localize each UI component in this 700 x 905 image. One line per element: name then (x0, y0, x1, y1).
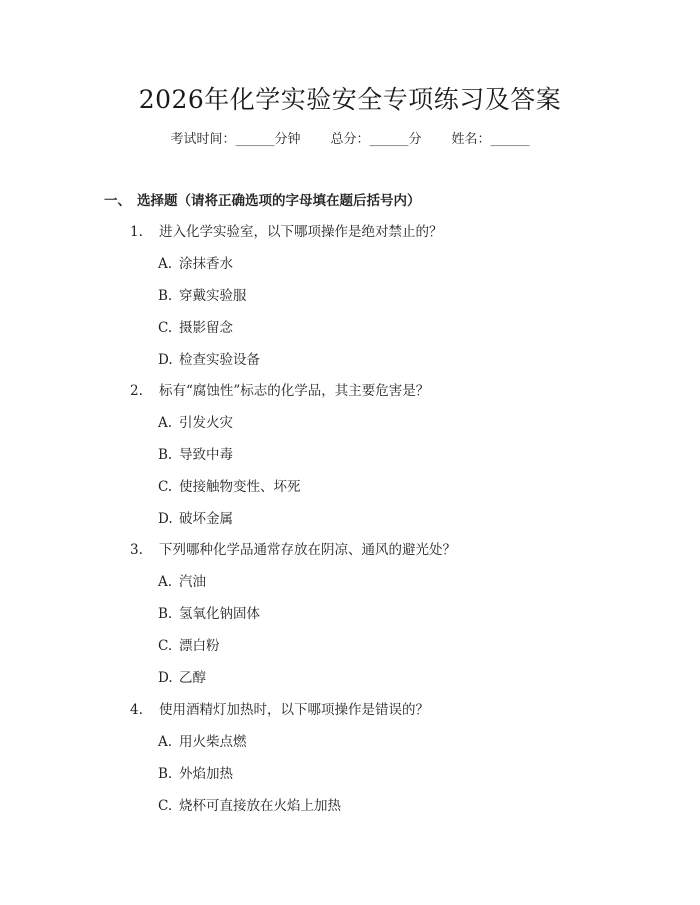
option (158, 350, 260, 370)
section-title: 选择题（请将正确选项的字母填在题后括号内） (137, 193, 421, 209)
student-name-blank: ______ (490, 132, 530, 147)
option-letter: C. (158, 798, 173, 814)
question (130, 700, 429, 720)
question-text: 进入化学实验室，以下哪项操作是绝对禁止的？ (159, 224, 443, 240)
exam-time-unit: 分钟 (274, 132, 301, 147)
option (158, 477, 301, 497)
option-text: 破坏金属 (179, 511, 233, 527)
question-text: 下列哪种化学品通常存放在阴凉、通风的避光处？ (159, 542, 456, 558)
option-text: 引发火灾 (179, 415, 233, 431)
option-letter: C. (158, 479, 173, 495)
option-text: 摄影留念 (179, 320, 233, 336)
total-score-blank: ______ (369, 132, 409, 147)
option (158, 764, 233, 784)
option-letter: D. (158, 511, 173, 527)
option-text: 用火柴点燃 (179, 734, 247, 750)
option-letter: B. (158, 288, 173, 304)
total-score-label: 总分： (330, 132, 370, 147)
option-letter: A. (158, 256, 173, 272)
option-letter: C. (158, 320, 173, 336)
option-letter: C. (158, 638, 173, 654)
option (158, 286, 247, 306)
exam-time-blank: ______ (235, 132, 275, 147)
student-name-field (452, 130, 530, 150)
option-letter: A. (158, 415, 173, 431)
question-text: 标有“腐蚀性”标志的化学品，其主要危害是？ (159, 383, 430, 399)
option-text: 导致中毒 (179, 447, 233, 463)
option (158, 254, 233, 274)
option (158, 796, 341, 816)
option-text: 穿戴实验服 (179, 288, 247, 304)
option-text: 使接触物变性、坏死 (179, 479, 301, 495)
question-text: 使用酒精灯加热时，以下哪项操作是错误的？ (159, 702, 429, 718)
total-score-field (330, 130, 421, 150)
option-letter: A. (158, 734, 173, 750)
option (158, 636, 220, 656)
option-text: 氢氧化钠固体 (179, 606, 260, 622)
option (158, 572, 206, 592)
option-letter: B. (158, 766, 173, 782)
question-number: 2. (130, 383, 143, 399)
option (158, 445, 233, 465)
question-number: 3. (130, 542, 143, 558)
section-heading (104, 191, 421, 211)
option-text: 汽油 (179, 574, 206, 590)
option (158, 509, 233, 529)
student-name-label: 姓名： (451, 132, 491, 147)
option-text: 检查实验设备 (179, 352, 260, 368)
exam-time-field (170, 130, 300, 150)
option-letter: D. (158, 670, 173, 686)
option-text: 外焰加热 (179, 766, 233, 782)
option (158, 732, 247, 752)
option-text: 烧杯可直接放在火焰上加热 (179, 798, 341, 814)
option (158, 668, 206, 688)
option-letter: A. (158, 574, 173, 590)
option-letter: B. (158, 606, 173, 622)
total-score-unit: 分 (408, 132, 422, 147)
exam-time-label: 考试时间： (170, 132, 236, 147)
option (158, 318, 233, 338)
option-text: 漂白粉 (179, 638, 220, 654)
section-number: 一、 (104, 193, 131, 209)
option-text: 乙醇 (179, 670, 206, 686)
question-number: 1. (130, 224, 143, 240)
question (130, 540, 456, 560)
option-letter: D. (158, 352, 173, 368)
option (158, 413, 233, 433)
question (130, 222, 443, 242)
page-title: 2026年化学实验安全专项练习及答案 (138, 85, 562, 114)
option-text: 涂抹香水 (179, 256, 233, 272)
question-number: 4. (130, 702, 143, 718)
exam-meta (0, 130, 700, 150)
option (158, 604, 260, 624)
option-letter: B. (158, 447, 173, 463)
question (130, 381, 429, 401)
